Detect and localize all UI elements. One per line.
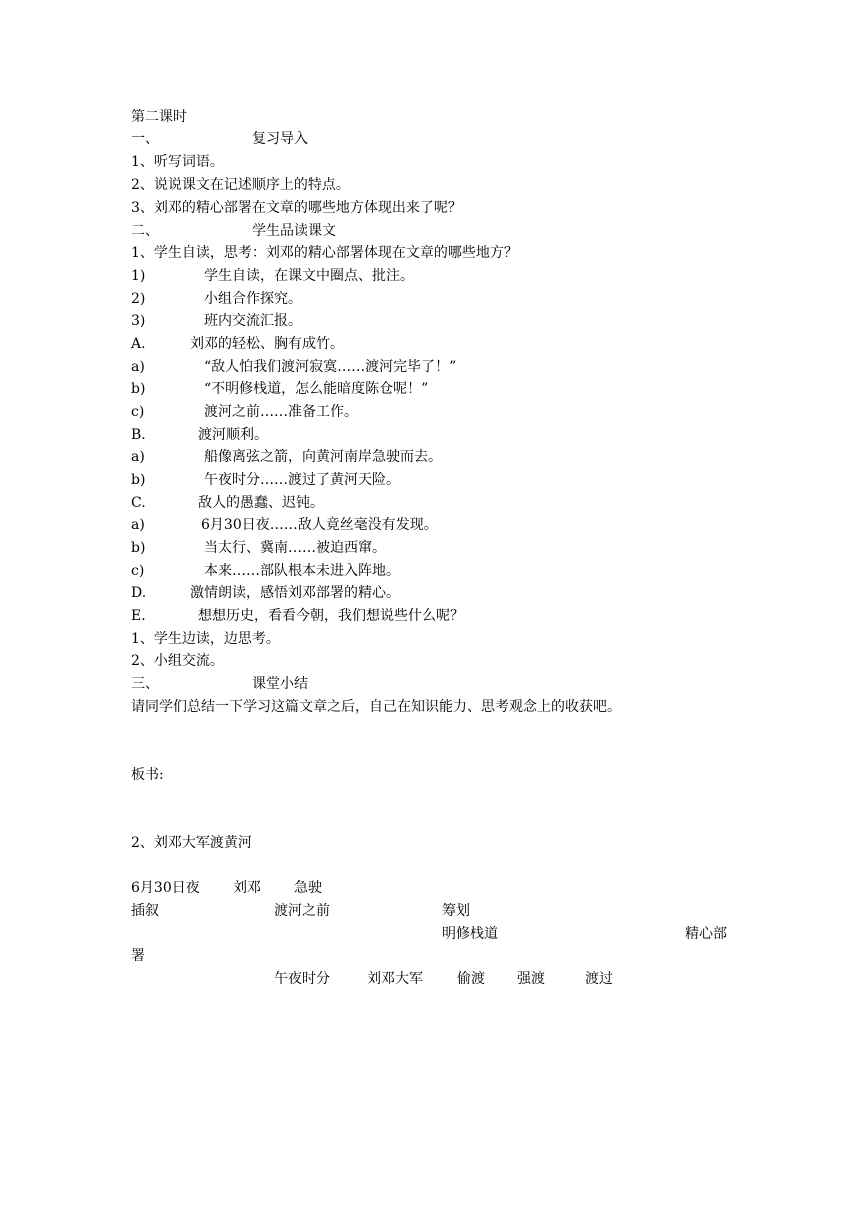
step-label: 3)	[131, 313, 146, 329]
summary-text: 请同学们总结一下学习这篇文章之后，自己在知识能力、思考观念上的收获吧。	[131, 699, 621, 715]
section-heading	[131, 220, 336, 242]
section-label: 一、	[131, 131, 159, 147]
point-heading	[131, 424, 268, 446]
board-cell: 筹划	[442, 903, 470, 919]
point-text: 敌人的愚蠢、迟钝。	[198, 495, 324, 511]
point-heading	[131, 582, 400, 604]
sub-item	[131, 537, 386, 559]
board-cell: 渡河之前	[274, 903, 330, 919]
point-text: 刘邓的轻松、胸有成竹。	[190, 336, 344, 352]
sub-text: 本来……部队根本未进入阵地。	[204, 563, 400, 579]
list-item: 2、说说课文在记述顺序上的特点。	[131, 177, 350, 193]
sub-text: 午夜时分……渡过了黄河天险。	[204, 472, 400, 488]
sub-label: c)	[131, 563, 145, 579]
sub-text: 渡河之前……准备工作。	[204, 404, 358, 420]
step-text: 班内交流汇报。	[204, 313, 302, 329]
board-cell: 偷渡	[457, 971, 485, 987]
sub-text: 船像离弦之箭，向黄河南岸急驶而去。	[204, 449, 442, 465]
board-cell: 刘邓	[233, 880, 261, 896]
sub-item	[131, 514, 438, 536]
list-item: 1、学生边读，边思考。	[131, 631, 280, 647]
point-heading	[131, 492, 324, 514]
point-text: 渡河顺利。	[198, 427, 268, 443]
sub-label: a)	[131, 517, 145, 533]
section-text: 课堂小结	[252, 676, 308, 692]
board-cell: 刘邓大军	[367, 971, 423, 987]
point-label: C.	[131, 495, 146, 511]
step-item	[131, 310, 302, 332]
step-item	[131, 265, 414, 287]
step-text: 学生自读，在课文中圈点、批注。	[204, 268, 414, 284]
board-cell: 午夜时分	[274, 971, 330, 987]
sub-label: b)	[131, 381, 146, 397]
board-title: 2、刘邓大军渡黄河	[131, 835, 252, 851]
sub-item	[131, 356, 457, 378]
board-cell: 强渡	[517, 971, 545, 987]
sub-label: b)	[131, 540, 146, 556]
list-item: 1、学生自读，思考：刘邓的精心部署体现在文章的哪些地方？	[131, 245, 518, 261]
board-cell: 署	[131, 948, 145, 964]
section-label: 三、	[131, 676, 159, 692]
sub-text: 当太行、冀南……被迫西窜。	[204, 540, 386, 556]
sub-text: “敌人怕我们渡河寂寞……渡河完毕了！”	[204, 359, 457, 375]
point-text: 激情朗读，感悟刘邓部署的精心。	[190, 585, 400, 601]
list-item: 1、听写词语。	[131, 154, 224, 170]
board-cell: 精心部	[685, 926, 727, 942]
list-item: 3、刘邓的精心部署在文章的哪些地方体现出来了呢？	[131, 200, 462, 216]
point-label: E.	[131, 608, 146, 624]
board-heading: 板书:	[131, 767, 164, 783]
sub-label: b)	[131, 472, 146, 488]
section-heading	[131, 673, 308, 695]
sub-item	[131, 378, 429, 400]
point-heading	[131, 605, 464, 627]
sub-label: a)	[131, 359, 145, 375]
sub-label: a)	[131, 449, 145, 465]
sub-item	[131, 401, 358, 423]
board-cell: 渡过	[585, 971, 613, 987]
point-text: 想想历史，看看今朝，我们想说些什么呢？	[198, 608, 464, 624]
section-label: 二、	[131, 223, 159, 239]
board-cell: 急驶	[294, 880, 322, 896]
board-cell: 明修栈道	[442, 926, 498, 942]
sub-item	[131, 446, 442, 468]
step-text: 小组合作探究。	[204, 291, 302, 307]
board-cell: 6月30日夜	[131, 880, 200, 896]
lesson-title: 第二课时	[131, 109, 187, 125]
list-item: 2、小组交流。	[131, 653, 224, 669]
point-label: A.	[131, 336, 146, 352]
section-heading	[131, 128, 308, 150]
point-label: B.	[131, 427, 146, 443]
step-label: 1)	[131, 268, 146, 284]
sub-item	[131, 469, 400, 491]
sub-item	[131, 560, 400, 582]
section-text: 学生品读课文	[252, 223, 336, 239]
sub-text: “不明修栈道，怎么能暗度陈仓呢！”	[204, 381, 429, 397]
sub-text: 6月30日夜……敌人竟丝毫没有发现。	[201, 517, 438, 533]
board-cell: 插叙	[131, 903, 159, 919]
section-text: 复习导入	[252, 131, 308, 147]
point-heading	[131, 333, 344, 355]
point-label: D.	[131, 585, 147, 601]
sub-label: c)	[131, 404, 145, 420]
step-label: 2)	[131, 291, 146, 307]
step-item	[131, 288, 302, 310]
